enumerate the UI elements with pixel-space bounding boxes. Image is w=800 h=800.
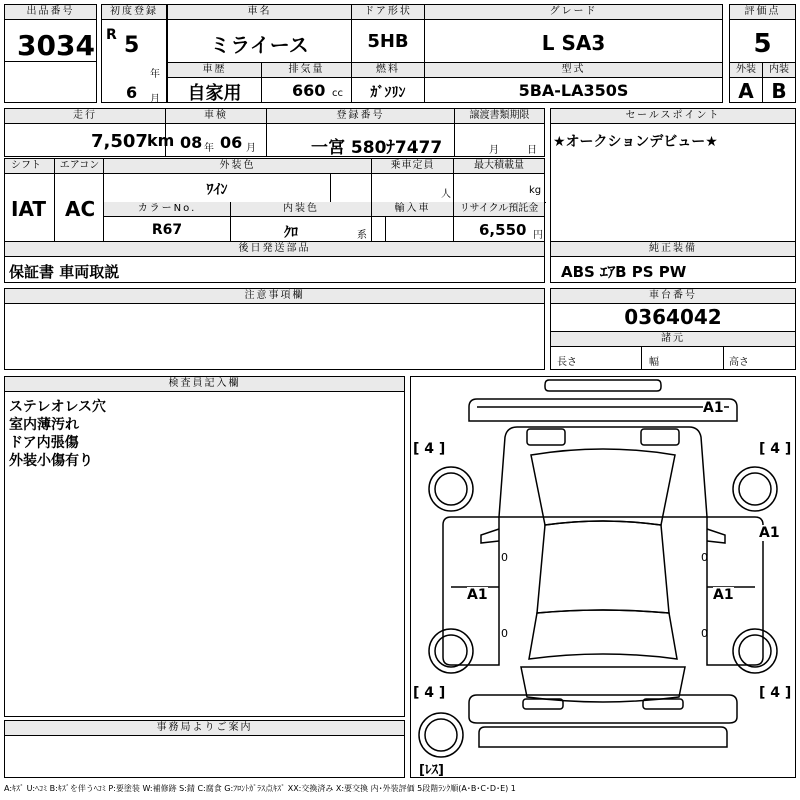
plate-number: 一宮 580ﾅ7477: [311, 138, 443, 158]
notes-label: 注意事項欄: [5, 289, 544, 304]
reg-year: 5: [124, 33, 140, 58]
div-3: [371, 159, 372, 243]
plate-box: [266, 108, 455, 157]
history-label: 車歴: [168, 63, 261, 78]
score-box: [729, 4, 796, 63]
model-code: 5BA-LA350S: [518, 81, 629, 100]
div-4: [453, 159, 454, 243]
equipment-value: ABS ｴｱB PS PW: [561, 263, 687, 281]
model-box: [424, 62, 723, 103]
equipment-label: 純正装備: [551, 242, 795, 257]
mileage-label: 走行: [5, 109, 165, 124]
div-5: [330, 174, 331, 202]
mileage: 7,507: [91, 131, 148, 152]
car-diagram: [411, 377, 795, 777]
interior-color-unit: 系: [357, 230, 367, 241]
model-label: 型式: [425, 63, 722, 78]
div-1: [54, 159, 55, 243]
equipment-box: [550, 241, 796, 283]
hood: [499, 427, 707, 517]
specs-box: [4, 158, 545, 242]
diagram-box: [410, 376, 796, 778]
recycle-unit: 円: [533, 230, 543, 241]
interior-box: [762, 62, 796, 103]
exterior-box: [729, 62, 763, 103]
inspection-label: 車検: [166, 109, 266, 124]
specs-div-2: [723, 347, 724, 369]
exterior-label: 外装: [730, 63, 762, 78]
shift: IAT: [11, 197, 47, 221]
color-no-label: カラーNo.: [104, 202, 230, 217]
interior-color: ｸﾛ: [284, 225, 298, 241]
chassis-box: [550, 288, 796, 370]
interior-color-label: 内装色: [231, 202, 371, 217]
damage-front: A1: [703, 400, 724, 416]
parts-label: 後日発送部品: [5, 242, 544, 257]
rear-bumper: [469, 695, 737, 723]
fuel-box: [351, 62, 425, 103]
interior-grade: B: [771, 79, 787, 103]
headlight-left: [527, 429, 565, 445]
spare-mark: [ﾚｽ]: [419, 763, 444, 778]
car-name: ミライース: [210, 33, 309, 57]
tire-rl-mark: [ 4 ]: [413, 685, 446, 701]
tire-fr-mark: [ 4 ]: [759, 441, 792, 457]
inspector-box: [4, 376, 405, 717]
first-reg-label: 初度登録: [102, 5, 166, 20]
zero-mark-4: 0: [701, 627, 708, 640]
color-number: R67: [151, 222, 183, 238]
reg-month-unit: 月: [150, 94, 160, 105]
exterior-grade: A: [738, 79, 754, 103]
import-label: 輸入車: [372, 202, 453, 217]
recycle-label: リサイクル預託金: [454, 202, 544, 217]
damage-right-door: A1: [713, 587, 734, 603]
chassis-number: 0364042: [624, 305, 722, 329]
plate-label: 登録番号: [267, 109, 454, 124]
zero-mark-2: 0: [701, 551, 708, 564]
first-reg-box: [101, 4, 167, 103]
ac-label: エアコン: [55, 159, 104, 174]
notes-box: [4, 288, 545, 370]
capacity-label: 乗車定員: [371, 159, 454, 174]
transfer-month-unit: 月: [489, 145, 499, 156]
displacement-box: [261, 62, 352, 103]
inspection-year: 08: [180, 133, 203, 152]
specs-label: 諸元: [551, 331, 795, 347]
parts-value: 保証書 車両取説: [9, 263, 120, 281]
spec-width: 幅: [649, 357, 659, 368]
ac: AC: [65, 197, 96, 221]
transfer-label: 譲渡書類期限: [455, 109, 544, 124]
era: R: [106, 27, 117, 43]
lot-box: [4, 4, 97, 103]
inspector-line-2: 室内薄汚れ: [9, 417, 79, 433]
history: 自家用: [187, 83, 242, 104]
displacement-unit: cc: [332, 88, 343, 99]
door-label: ドア形状: [352, 5, 424, 20]
inspector-label: 検査員記入欄: [5, 377, 404, 392]
parts-box: [4, 241, 545, 283]
inspection-month: 06: [220, 133, 243, 152]
office-box: [4, 720, 405, 778]
headlight-right: [641, 429, 679, 445]
shift-label: シフト: [5, 159, 55, 174]
load-label: 最大積載量: [454, 159, 544, 174]
grade-label: グレード: [425, 5, 722, 20]
inspection-month-unit: 月: [246, 143, 256, 154]
interior-label: 内装: [763, 63, 795, 78]
displacement-label: 排気量: [262, 63, 351, 78]
exterior-color: ﾜｲﾝ: [206, 182, 228, 198]
zero-mark-3: 0: [501, 627, 508, 640]
grade: L SA3: [541, 31, 606, 55]
door-type: 5HB: [367, 31, 409, 52]
reg-year-unit: 年: [150, 69, 160, 80]
score: 5: [753, 29, 772, 59]
grade-box: [424, 4, 723, 63]
mileage-unit: km: [147, 131, 175, 150]
inspection-box: [165, 108, 267, 157]
displacement: 660: [292, 81, 326, 100]
trunk: [521, 667, 685, 702]
mileage-box: [4, 108, 175, 157]
lot-number: 3034: [17, 29, 95, 62]
fuel-label: 燃料: [352, 63, 424, 78]
inspector-line-1: ステレオレス穴: [9, 399, 107, 415]
transfer-day-unit: 日: [527, 145, 537, 156]
damage-right-fender: A1: [759, 525, 780, 541]
damage-left-door: A1: [467, 587, 488, 603]
windshield: [531, 449, 675, 525]
chassis-label: 車台番号: [551, 289, 795, 304]
tire-rr-mark: [ 4 ]: [759, 685, 792, 701]
rear-window: [529, 610, 677, 659]
car-name-label: 車名: [168, 5, 351, 20]
spec-height: 高さ: [729, 357, 749, 368]
legend: A:ｷｽﾞ U:ﾍｺﾐ B:ｷｽﾞを伴うﾍｺﾐ P:要塗装 W:補修跡 S:錆 C:腐食 G:ﾌﾛﾝﾄｶﾞﾗｽ点ｷｽﾞ XX:交換済み X:要交換 内･外装評価 5段階ﾗﾝｸ順(A･B･C･D･E) 1: [4, 784, 516, 793]
lot-label: 出品番号: [5, 5, 96, 20]
score-label: 評価点: [730, 5, 795, 20]
roof: [537, 521, 669, 613]
sales-box: [550, 108, 796, 242]
fuel: ｶﾞｿﾘﾝ: [370, 85, 406, 101]
history-box: [167, 62, 262, 103]
rear-roof-outline: [545, 380, 661, 391]
sales-point: ★オークションデビュー★: [553, 134, 718, 150]
door-box: [351, 4, 425, 63]
capacity-unit: 人: [441, 189, 451, 200]
reg-month: 6: [126, 83, 138, 102]
transfer-box: [454, 108, 545, 157]
spec-length: 長さ: [557, 357, 577, 368]
recycle-fee: 6,550: [479, 221, 527, 239]
office-label: 事務局よりご案内: [5, 721, 404, 736]
tire-fl-mark: [ 4 ]: [413, 441, 446, 457]
specs-div-1: [641, 347, 642, 369]
sales-label: セールスポイント: [551, 109, 795, 124]
inspector-line-4: 外装小傷有り: [9, 453, 93, 469]
inspector-line-3: ドア内張傷: [9, 435, 79, 451]
color-label: 外装色: [104, 159, 371, 174]
load-unit: kg: [529, 185, 542, 196]
inspection-year-unit: 年: [204, 143, 214, 154]
rear-panel: [479, 727, 727, 747]
zero-mark-1: 0: [501, 551, 508, 564]
car-name-box: [167, 4, 352, 63]
lot-divider: [5, 61, 96, 62]
front-bumper: [469, 399, 737, 421]
